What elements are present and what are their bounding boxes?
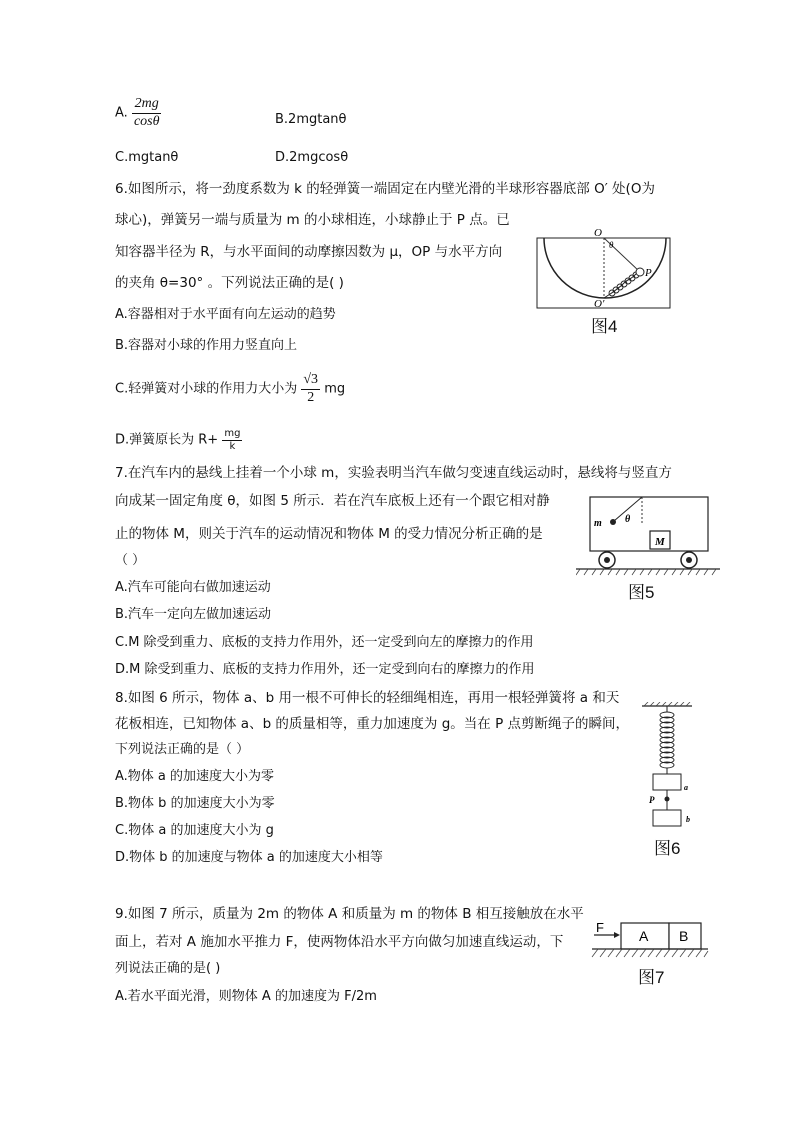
q8-stem-line-2: 花板相连，已知物体 a、b 的质量相等，重力加速度为 g。当在 P 点剪断绳子的瞬间，: [115, 716, 630, 732]
q9-stem-line-1: 9.如图 7 所示，质量为 2m 的物体 A 和质量为 m 的物体 B 相互接触放在水平: [115, 906, 584, 922]
figure-4-label-o: O: [594, 227, 602, 239]
figure-6-label-p: P: [649, 795, 655, 805]
q6-option-c: [115, 372, 345, 407]
q7-stem-line-2: 向成某一固定角度 θ，如图 5 所示．若在汽车底板上还有一个跟它相对静: [115, 493, 550, 509]
q6-stem-line-4: 的夹角 θ=30° 。下列说法正确的是( ): [115, 275, 344, 291]
figure-7-ground-hatching: [592, 949, 708, 957]
figure-5-car-body: [590, 497, 708, 551]
figure-5-wheel-left-hub: [604, 557, 610, 563]
q5-option-a-fraction: [132, 96, 162, 131]
figure-5-ground-hatching: [576, 569, 716, 575]
q6-option-d-denominator: k: [229, 441, 236, 452]
q5-option-a-denominator: cosθ: [133, 113, 160, 129]
figure-7-force-arrowhead: [614, 932, 620, 938]
figure-6-block-a: [653, 774, 681, 790]
figure-5-ball-m: [610, 519, 616, 525]
q5-option-b: B.2mgtanθ: [275, 112, 347, 127]
figure-6-spring-coils: [660, 712, 674, 768]
figure-4-label-theta: θ: [609, 240, 614, 250]
figure-5-label-m: m: [594, 518, 602, 529]
q6-option-d-fraction: [222, 428, 242, 453]
figure-7-label-f: F: [596, 920, 604, 935]
figure-5-label-M: M: [655, 536, 665, 548]
figure-4-label-o-prime: O′: [594, 298, 605, 310]
figure-6-point-p: [665, 797, 670, 802]
q9-stem-line-3: 列说法正确的是( ): [115, 961, 221, 976]
figure-4-caption: 图4: [591, 317, 618, 336]
figure-4-label-p: P: [645, 267, 652, 279]
q7-stem-line-1: 7.在汽车内的悬线上挂着一个小球 m，实验表明当汽车做匀变速直线运动时，悬线将与竖直方: [115, 465, 672, 481]
q6-option-d: [115, 428, 242, 453]
q6-option-c-denominator: 2: [307, 389, 315, 405]
q7-option-d: D.M 除受到重力、底板的支持力作用外，还一定受到向右的摩擦力的作用: [115, 662, 535, 677]
q6-option-d-text: D.弹簧原长为 R+: [115, 432, 219, 448]
q6-option-b: B.容器对小球的作用力竖直向上: [115, 338, 298, 353]
q6-option-c-numerator: √3: [301, 372, 320, 390]
figure-4-hemisphere-container: [536, 226, 672, 310]
figure-5-label-theta: θ: [625, 514, 631, 525]
q5-option-a-label: A.: [115, 105, 128, 121]
q8-stem-line-3: 下列说法正确的是（ ）: [115, 742, 250, 757]
figure-7-label-B: B: [679, 928, 689, 944]
q6-stem-line-3: 知容器半径为 R，与水平面间的动摩擦因数为 μ，OP 与水平方向: [115, 244, 503, 260]
figure-6-caption: 图6: [654, 839, 681, 858]
q8-stem-line-1: 8.如图 6 所示，物体 a、b 用一根不可伸长的轻细绳相连，再用一根轻弹簧将 a 和天: [115, 690, 620, 706]
q9-option-a: A.若水平面光滑，则物体 A 的加速度为 F/2m: [115, 989, 377, 1004]
q7-option-a: A.汽车可能向右做加速运动: [115, 580, 271, 595]
q6-stem-line-1: 6.如图所示，将一劲度系数为 k 的轻弹簧一端固定在内壁光滑的半球形容器底部 O′ 处(O为: [115, 181, 655, 197]
figure-5-wheel-right-hub: [686, 557, 692, 563]
q8-option-c: C.物体 a 的加速度大小为 g: [115, 823, 274, 838]
figure-7-blocks: [588, 916, 710, 960]
q8-option-a: A.物体 a 的加速度大小为零: [115, 769, 275, 784]
q8-option-b: B.物体 b 的加速度大小为零: [115, 796, 275, 811]
q6-option-a: A.容器相对于水平面有向左运动的趋势: [115, 307, 336, 322]
figure-6-label-a: a: [684, 783, 688, 792]
figure-6-block-b: [653, 810, 681, 826]
q9-stem-line-2: 面上，若对 A 施加水平推力 F，使两物体沿水平方向做匀加速直线运动，下: [115, 934, 564, 950]
figure-7-caption: 图7: [638, 968, 665, 987]
q8-option-d: D.物体 b 的加速度与物体 a 的加速度大小相等: [115, 850, 383, 865]
q6-option-c-unit: mg: [324, 381, 346, 397]
figure-6-label-b: b: [686, 815, 690, 824]
q6-option-c-text: C.轻弹簧对小球的作用力大小为: [115, 381, 298, 397]
q6-option-c-fraction: [301, 372, 320, 407]
q5-option-a: [115, 96, 161, 131]
q7-option-c: C.M 除受到重力、底板的支持力作用外，还一定受到向左的摩擦力的作用: [115, 635, 534, 650]
q5-option-a-numerator: 2mg: [132, 96, 162, 114]
q5-option-c: C.mgtanθ: [115, 150, 179, 165]
q7-stem-line-4: （ ）: [115, 553, 146, 568]
q6-option-d-numerator: mg: [224, 428, 241, 439]
q7-option-b: B.汽车一定向左做加速运动: [115, 607, 272, 622]
figure-4-ball: [636, 268, 644, 276]
figure-5-car: [576, 495, 720, 577]
figure-7-label-A: A: [639, 928, 649, 944]
q5-option-d: D.2mgcosθ: [275, 150, 349, 165]
q7-stem-line-3: 止的物体 M，则关于汽车的运动情况和物体 M 的受力情况分析正确的是: [115, 526, 543, 542]
figure-6-spring-blocks: [636, 702, 706, 832]
q6-stem-line-2: 球心)，弹簧另一端与质量为 m 的小球相连，小球静止于 P 点。已: [115, 212, 510, 228]
figure-5-caption: 图5: [628, 583, 655, 602]
